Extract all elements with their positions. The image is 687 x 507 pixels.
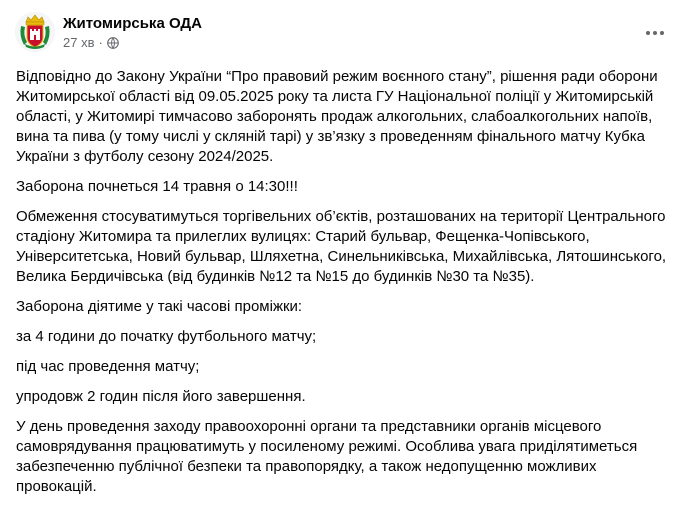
post-paragraph: упродовж 2 годин після його завершення. — [16, 388, 306, 405]
post-paragraph: Відповідно до Закону України “Про правовий режим воєнного стану”, рішення ради оборони Житомирської області від 09.05.2025 року та листа ГУ Національної поліції у Житомирській області, у Житомирі тимчасово заборонять продаж алкогольних, слабоалкогольних напоїв, вина та пива (у тому числі у скляній тарі) у зв’язку з проведенням фінального матчу Кубка України з футболу сезону 2024/2025. — [16, 68, 658, 165]
post-paragraph: за 4 години до початку футбольного матчу; — [16, 328, 317, 345]
more-options-button[interactable] — [641, 19, 669, 47]
page-name[interactable]: Житомирська ОДА — [63, 15, 202, 32]
coat-of-arms-icon — [15, 12, 55, 52]
post-paragraph: Обмеження стосуватимуться торгівельних об’єктів, розташованих на території Центрального стадіону Житомира та прилеглих вулицях: Старий бульвар, Фещенка-Чопівського, Університетська, Новий бульвар, Шляхетна, Синельниківська, Михайлівська, Лятошинського, Велика Бердичівська (від будинків №12 та №15 до будинків №30 та №35). — [16, 208, 667, 285]
post-header — [15, 11, 675, 55]
globe-icon[interactable] — [107, 37, 119, 49]
avatar[interactable] — [15, 12, 55, 52]
post-paragraph: У день проведення заходу правоохоронні органи та представники органів місцевого самоврядування працюватимуть у посиленому режимі. Особлива увага приділятиметься забезпеченню публічної безпеки та правопорядку, а також недопущенню можливих провокацій. — [16, 418, 638, 495]
meta-separator: · — [98, 35, 103, 50]
more-horizontal-icon — [645, 30, 665, 36]
post-paragraph: Заборона почнеться 14 травня о 14:30!!! — [16, 178, 298, 195]
post-meta — [63, 35, 119, 50]
post-text — [16, 67, 678, 507]
post-paragraph: під час проведення матчу; — [16, 358, 200, 375]
post-time[interactable]: 27 хв — [63, 35, 95, 50]
post-paragraph: Заборона діятиме у такі часові проміжки: — [16, 298, 303, 315]
